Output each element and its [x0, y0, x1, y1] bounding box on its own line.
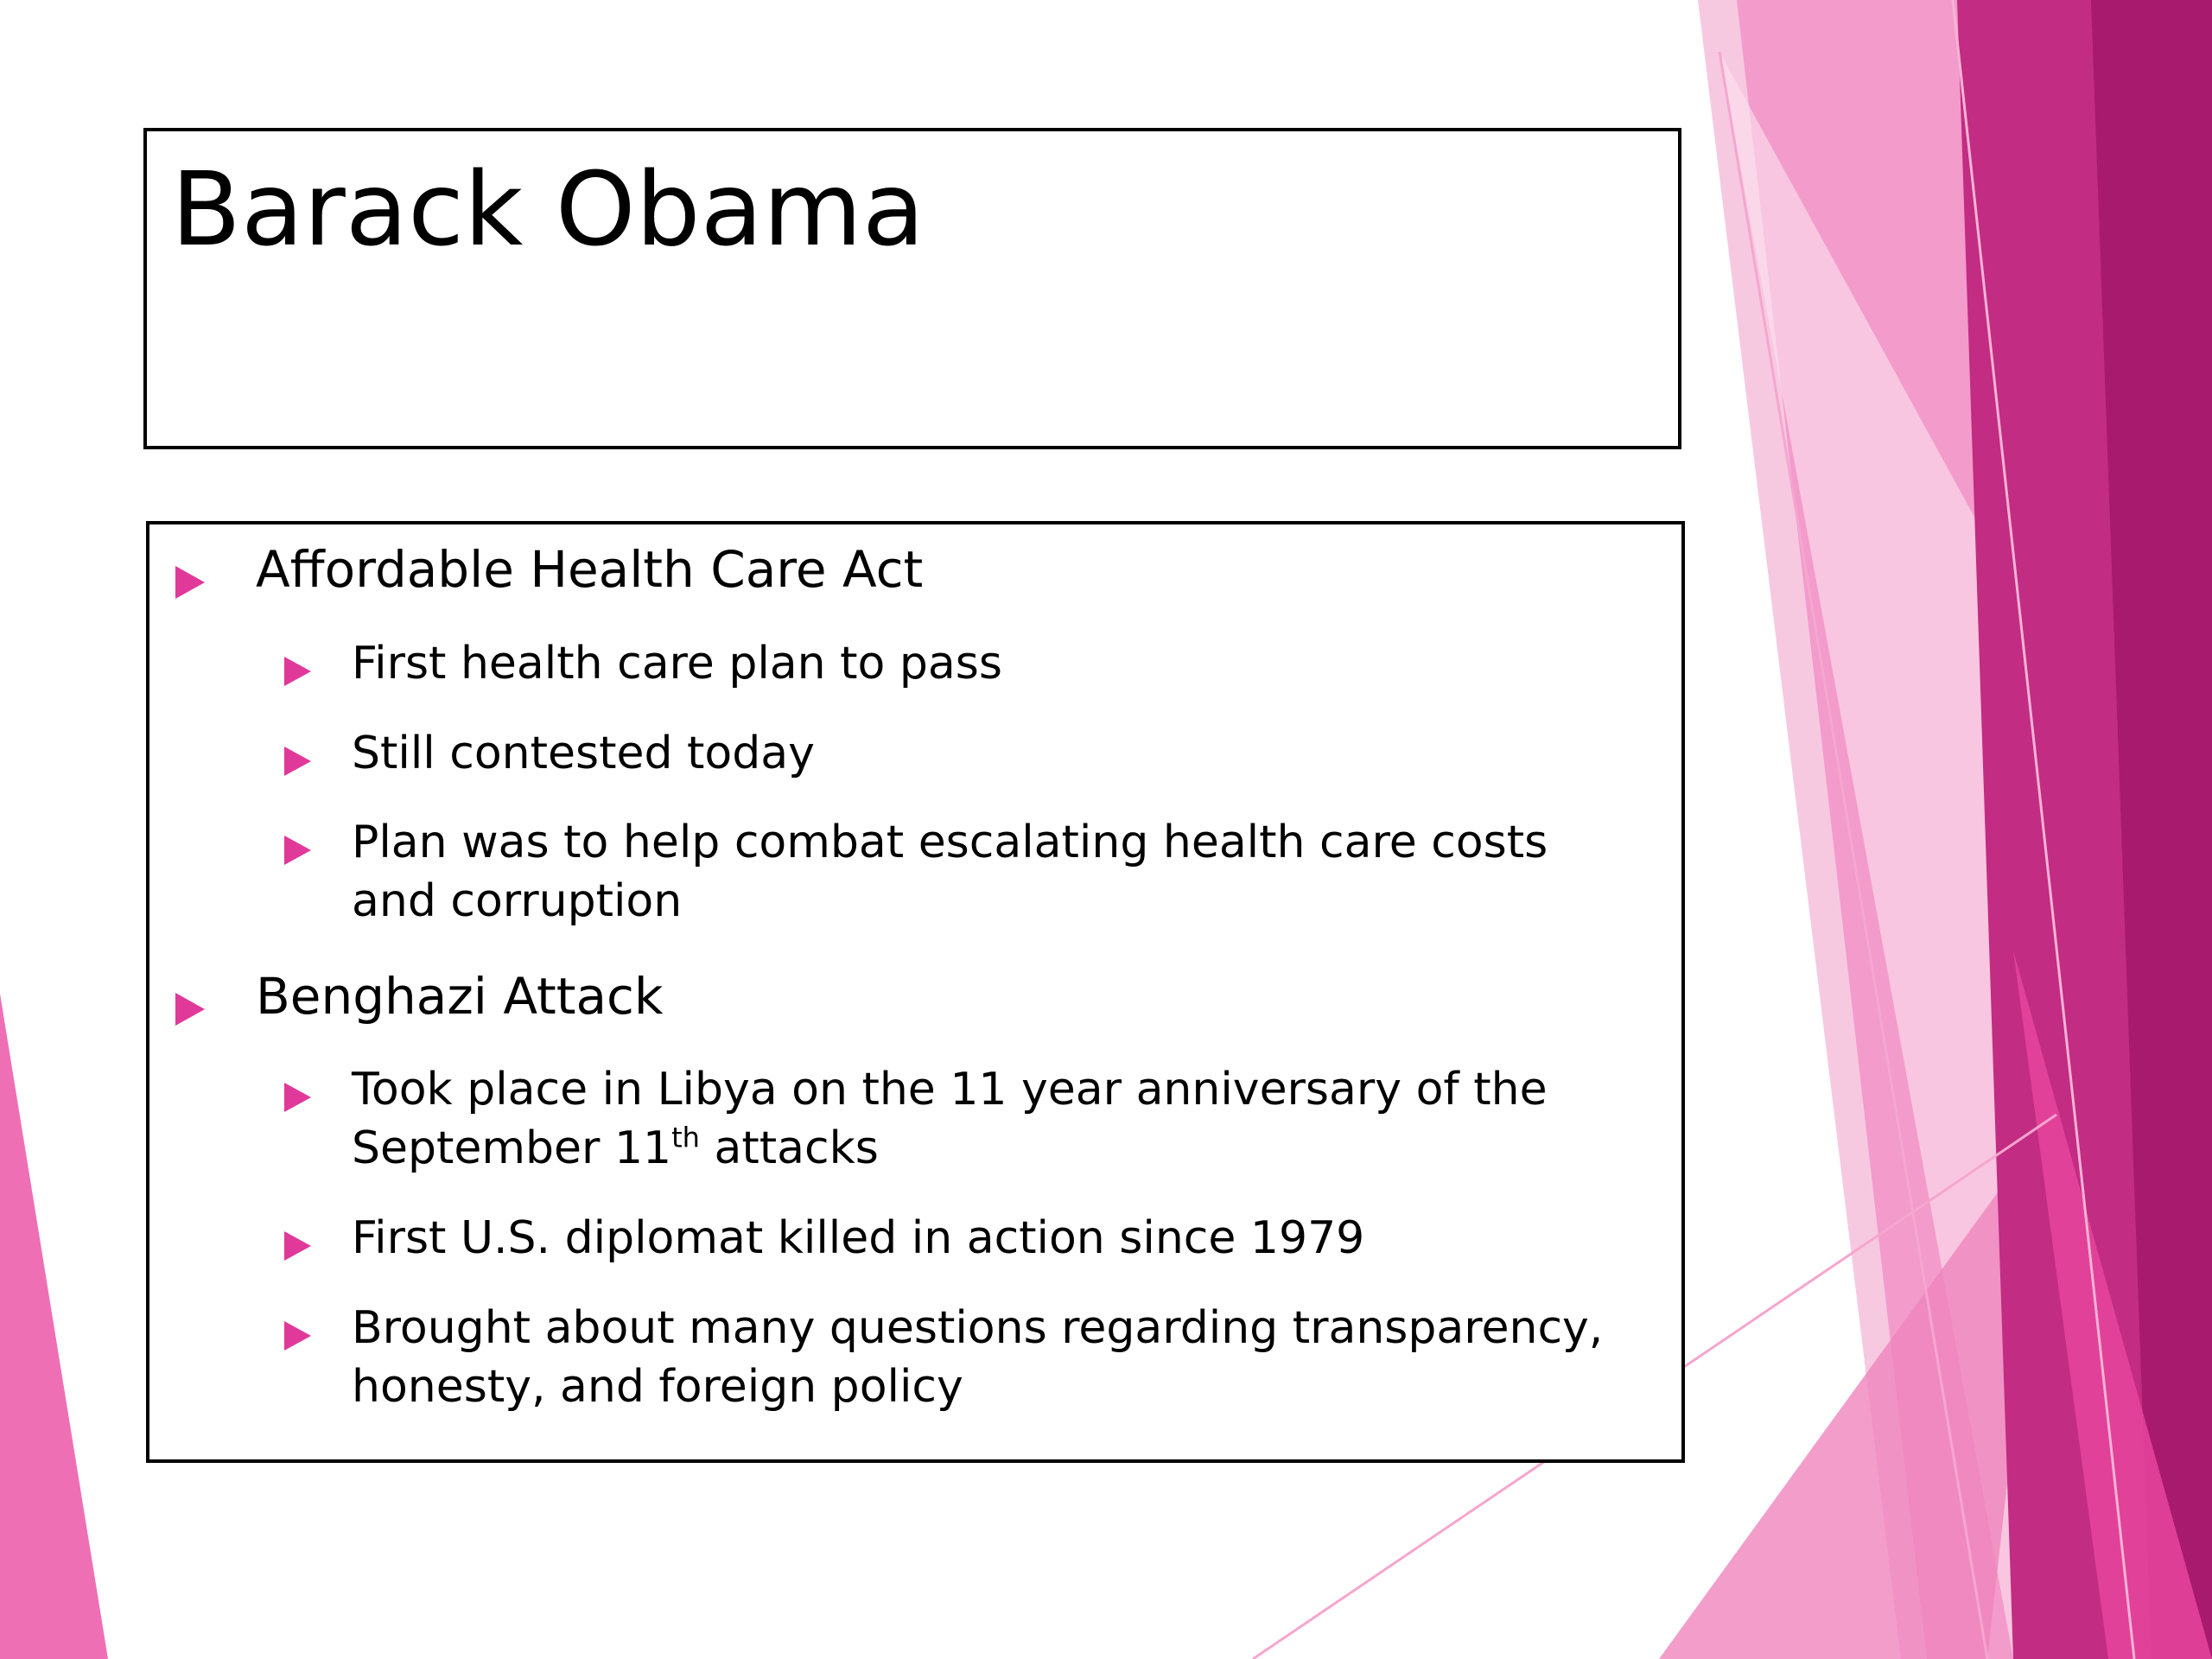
sub-bullet-text [352, 1060, 1639, 1178]
bullet-arrow-icon [284, 747, 311, 776]
bullet-arrow-icon [284, 1083, 311, 1112]
ordinal-superscript: th [671, 1121, 700, 1154]
bullet-arrow-icon [284, 657, 311, 686]
sub-bullet-text: Still contested today [352, 728, 815, 779]
sub-bullet-text: Brought about many questions regarding transparency, honesty, and foreign policy [352, 1302, 1604, 1413]
slide-title: Barack Obama [171, 149, 925, 269]
left-pink-wedge [0, 994, 108, 1659]
sub-bullet-text-tail: attacks [699, 1122, 879, 1174]
bullet-arrow-icon [175, 566, 205, 599]
content-box [146, 521, 1685, 1463]
bullet-text: Affordable Health Care Act [256, 540, 924, 599]
bullet-arrow-icon [175, 993, 205, 1026]
sub-bullet-text: First health care plan to pass [352, 638, 1002, 690]
bullet-arrow-icon [284, 836, 311, 865]
sub-bullet-text: First U.S. diplomat killed in action since 1979 [352, 1212, 1365, 1264]
sub-bullet-text-main: Took place in Libya on the 11 year anniversary of the September 11 [352, 1064, 1548, 1174]
bullet-arrow-icon [284, 1321, 311, 1351]
title-box [143, 128, 1681, 449]
bullet-text: Benghazi Attack [256, 967, 664, 1026]
bullet-arrow-icon [284, 1231, 311, 1261]
sub-bullet-text: Plan was to help combat escalating health care costs and corruption [352, 817, 1548, 927]
